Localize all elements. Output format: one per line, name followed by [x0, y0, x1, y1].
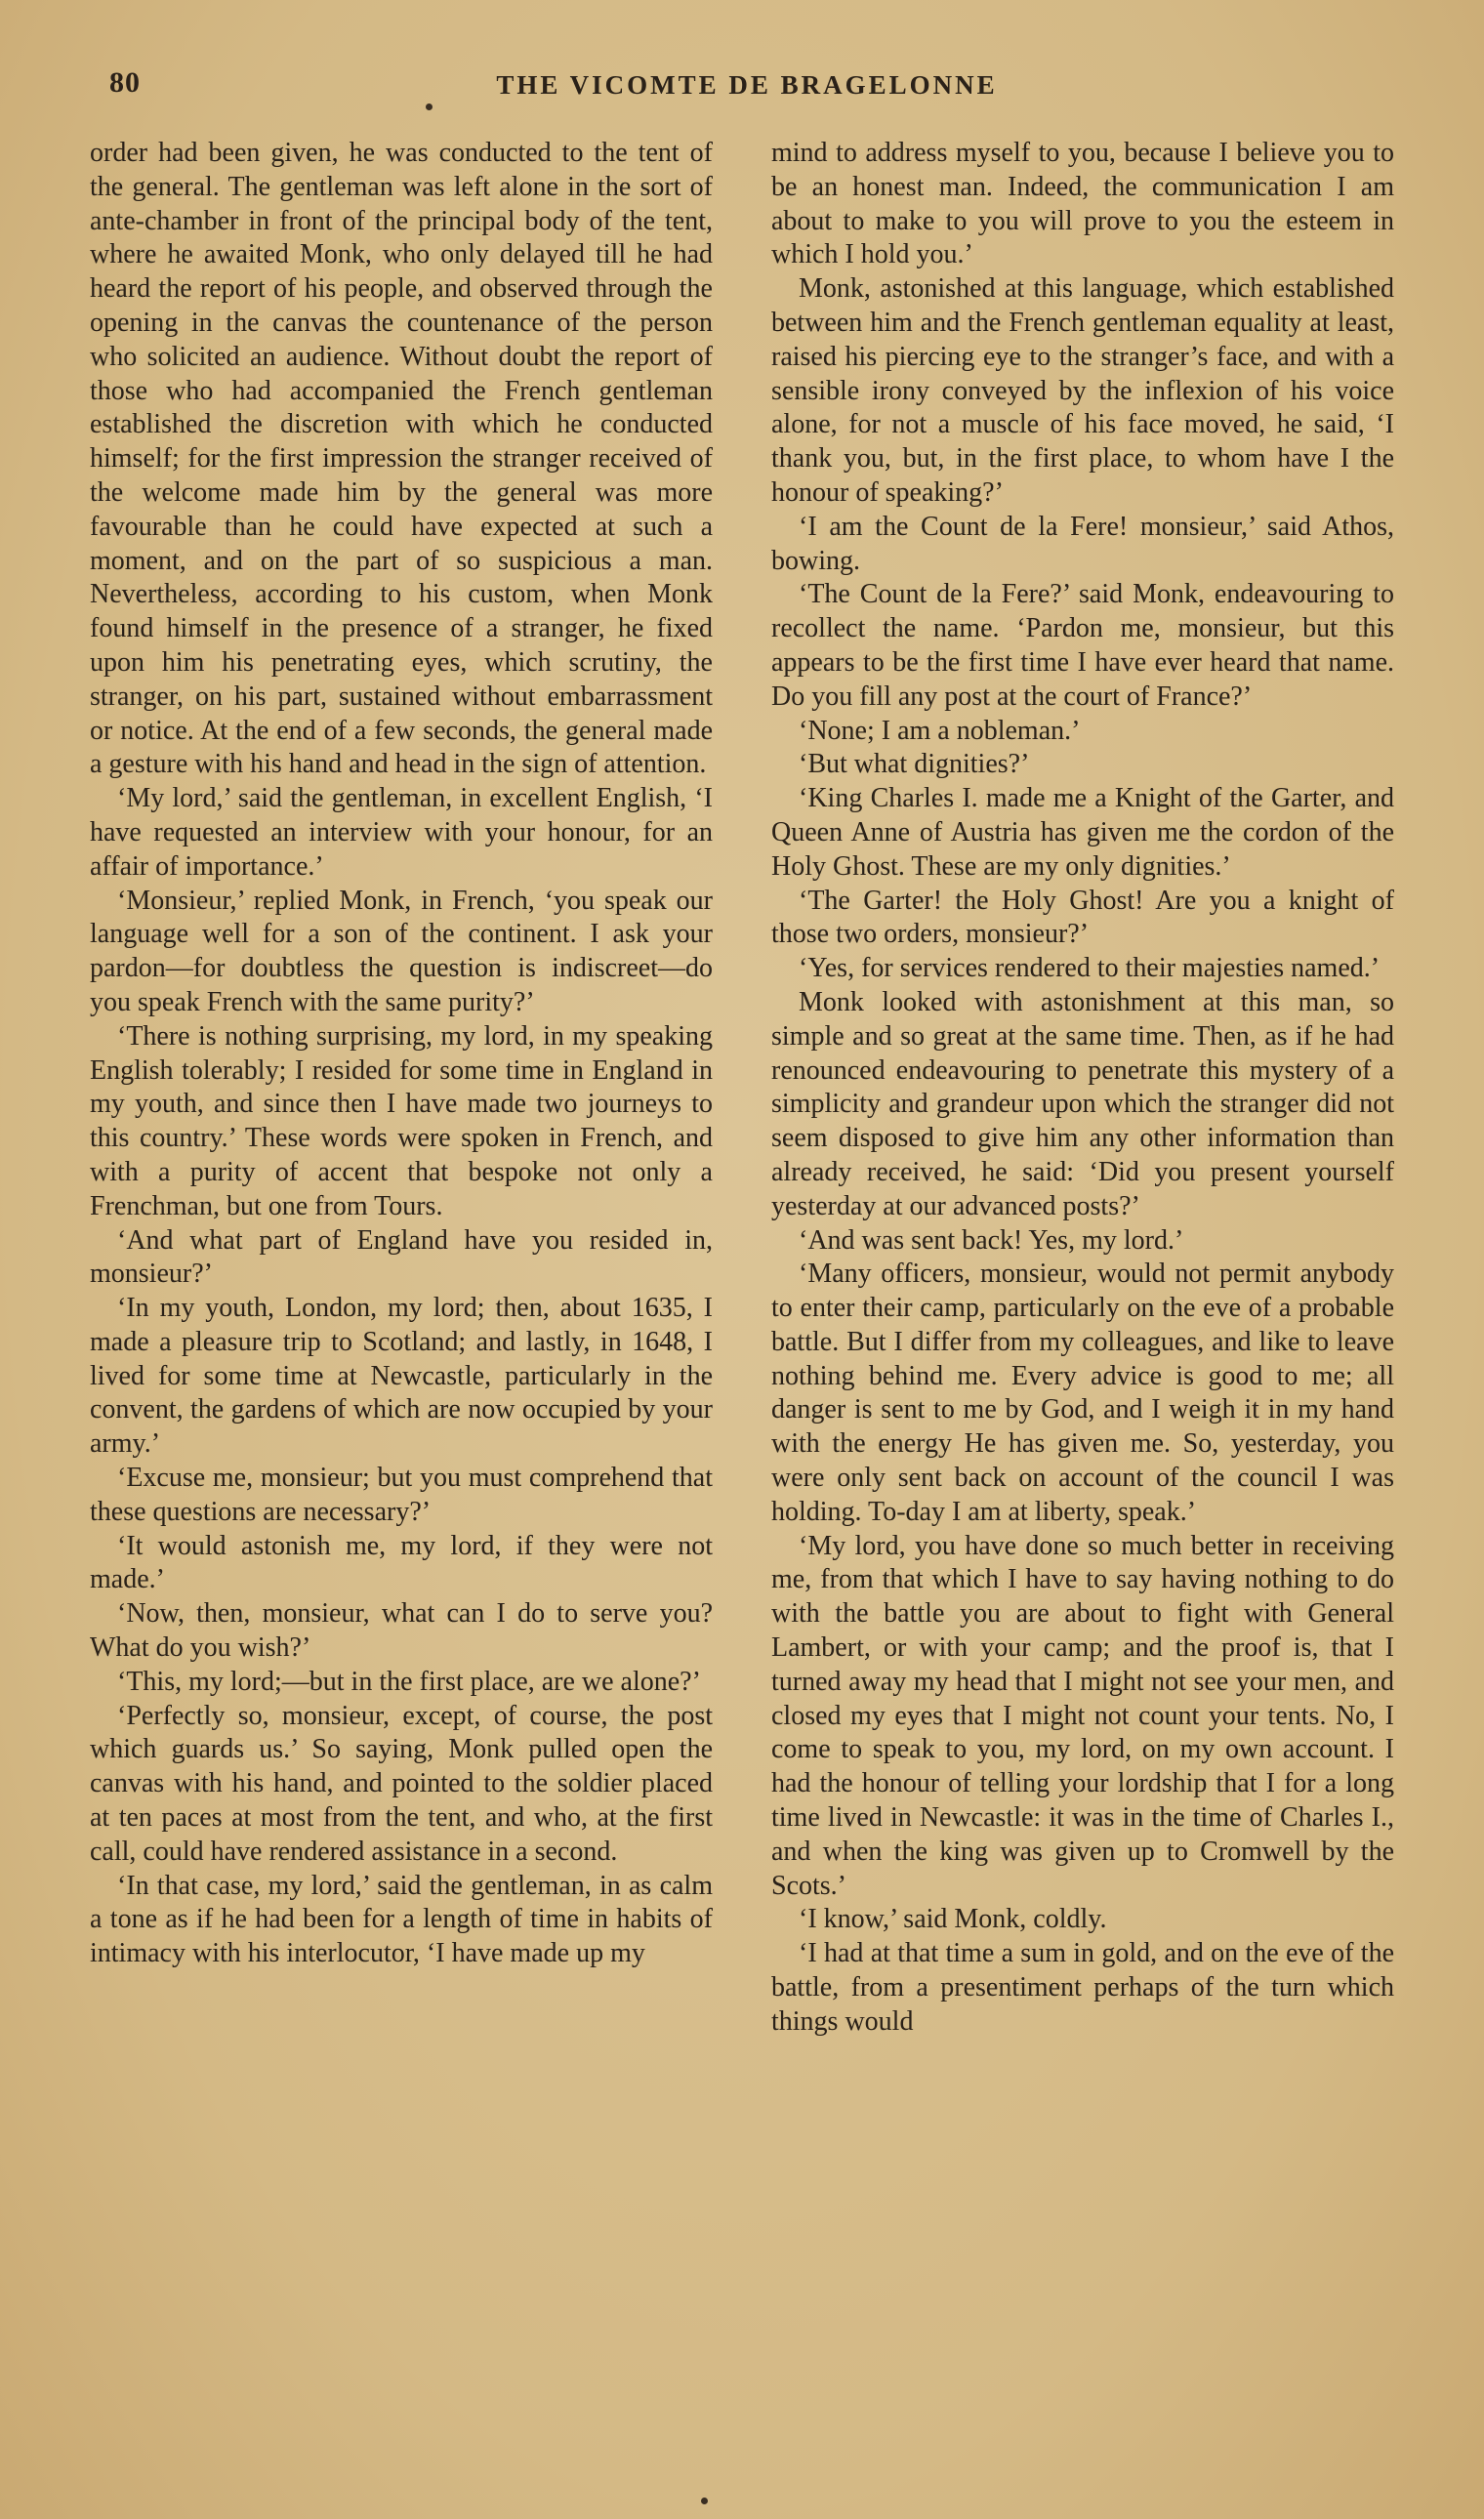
paragraph: ‘And what part of England have you resided in, monsieur?’	[90, 1224, 713, 1290]
right-column	[771, 137, 1394, 2040]
paragraph: Monk looked with astonishment at this man, so simple and so great at the same time. Then, as if he had renounced endeavouring to penetrate this mystery of a simplicity and grandeur upon which the stranger did not seem disposed to give him any other information than already received, he said: ‘Did you present yourself yesterday at our advanced posts?’	[771, 986, 1394, 1221]
paragraph: order had been given, he was conducted to the tent of the general. The gentleman was left alone in the sort of ante-chamber in front of the principal body of the tent, where he awaited Monk, who only delayed till he had heard the report of his people, and observed through the opening in the canvas the countenance of the person who solicited an audience. Without doubt the report of those who had accompanied the French gentleman established the discretion with which he conducted himself; for the first impression the stranger received of the welcome made him by the general was more favourable than he could have expected at such a moment, and on the part of so suspicious a man. Nevertheless, according to his custom, when Monk found himself in the presence of a stranger, he fixed upon him his penetrating eyes, which scrutiny, the stranger, on his part, sustained without embarrassment or notice. At the end of a few seconds, the general made a gesture with his hand and head in the sign of attention.	[90, 138, 713, 780]
paragraph: ‘Excuse me, monsieur; but you must comprehend that these questions are necessary?’	[90, 1463, 713, 1527]
paragraph: ‘I know,’ said Monk, coldly.	[799, 1904, 1107, 1935]
ornament-dot	[701, 2498, 708, 2504]
paragraph: ‘Monsieur,’ replied Monk, in French, ‘you speak our language well for a son of the continent. I ask your pardon—for doubtless the question is indiscreet—do you speak French with the same purity?’	[90, 885, 713, 1017]
paragraph: ‘Yes, for services rendered to their majesties named.’	[799, 953, 1381, 984]
page-header	[98, 66, 1396, 115]
paragraph: ‘In my youth, London, my lord; then, about 1635, I made a pleasure trip to Scotland; and lastly, in 1648, I lived for some time at Newcastle, particularly in the convent, the gardens of which are now occupied by your army.’	[90, 1293, 713, 1460]
paragraph: ‘I am the Count de la Fere! monsieur,’ said Athos, bowing.	[771, 511, 1394, 576]
paragraph: ‘The Garter! the Holy Ghost! Are you a knight of those two orders, monsieur?’	[771, 885, 1394, 950]
paragraph: ‘My lord,’ said the gentleman, in excellent English, ‘I have requested an interview with your honour, for an affair of importance.’	[90, 783, 713, 882]
paragraph: ‘There is nothing surprising, my lord, in my speaking English tolerably; I resided for some time in England in my youth, and since then I have made two journeys to this country.’ These words were spoken in French, and with a purity of accent that bespoke not only a Frenchman, but one from Tours.	[90, 1020, 713, 1221]
paragraph: Monk, astonished at this language, which established between him and the French gentleman equality at least, raised his piercing eye to the stranger’s face, and with a sensible irony conveyed by the inflexion of his voice alone, for not a muscle of his face moved, he said, ‘I thank you, but, in the first place, to whom have I the honour of speaking?’	[771, 273, 1394, 508]
paragraph: ‘Now, then, monsieur, what can I do to serve you? What do you wish?’	[90, 1598, 713, 1664]
running-title: THE VICOMTE DE BRAGELONNE	[496, 70, 998, 100]
paragraph: ‘This, my lord;—but in the first place, are we alone?’	[117, 1666, 701, 1697]
paragraph: mind to address myself to you, because I believe you to be an honest man. Indeed, the communication I am about to make to you will prove to you the esteem in which I hold you.’	[771, 138, 1394, 270]
paragraph: ‘But what dignities?’	[799, 749, 1030, 780]
paragraph: ‘King Charles I. made me a Knight of the Garter, and Queen Anne of Austria has given me the cordon of the Holy Ghost. These are my only dignities.’	[771, 783, 1394, 882]
paragraph: ‘Many officers, monsieur, would not permit anybody to enter their camp, particularly on the eve of a probable battle. But I differ from my colleagues, and like to leave nothing behind me. Every advice is good to me; all danger is sent to me by God, and I weigh it in my hand with the energy He has given me. So, yesterday, you were only sent back on account of the council I was holding. To-day I am at liberty, speak.’	[771, 1259, 1394, 1527]
paragraph: ‘My lord, you have done so much better in receiving me, from that which I have to say having nothing to do with the battle you are about to fight with General Lambert, or with your camp; and the proof is, that I turned away my head that I might not see your men, and closed my eyes that I might not count your tents. No, I come to speak to you, my lord, on my own account. I had the honour of telling your lordship that I for a long time lived in Newcastle: it was in the time of Charles I., and when the king was given up to Cromwell by the Scots.’	[771, 1530, 1394, 1901]
left-column	[90, 137, 713, 1971]
paragraph: ‘The Count de la Fere?’ said Monk, endeavouring to recollect the name. ‘Pardon me, monsieur, but this appears to be the first time I have ever heard that name. Do you fill any post at the court of France?’	[771, 579, 1394, 712]
paragraph: ‘None; I am a nobleman.’	[799, 715, 1081, 746]
paragraph: ‘In that case, my lord,’ said the gentleman, in as calm a tone as if he had been for a length of time in habits of intimacy with his interlocutor, ‘I have made up my	[90, 1870, 713, 1969]
paragraph: ‘It would astonish me, my lord, if they were not made.’	[90, 1530, 713, 1595]
page-number: 80	[109, 66, 141, 99]
ornament-dot	[426, 103, 433, 110]
paragraph: ‘Perfectly so, monsieur, except, of course, the post which guards us.’ So saying, Monk pulled open the canvas with his hand, and pointed to the soldier placed at ten paces at most from the tent, and who, at the first call, could have rendered assistance in a second.	[90, 1700, 713, 1867]
paragraph: ‘I had at that time a sum in gold, and on the eve of the battle, from a presentiment perhaps of the turn which things would	[771, 1938, 1394, 2037]
paragraph: ‘And was sent back! Yes, my lord.’	[799, 1224, 1184, 1256]
